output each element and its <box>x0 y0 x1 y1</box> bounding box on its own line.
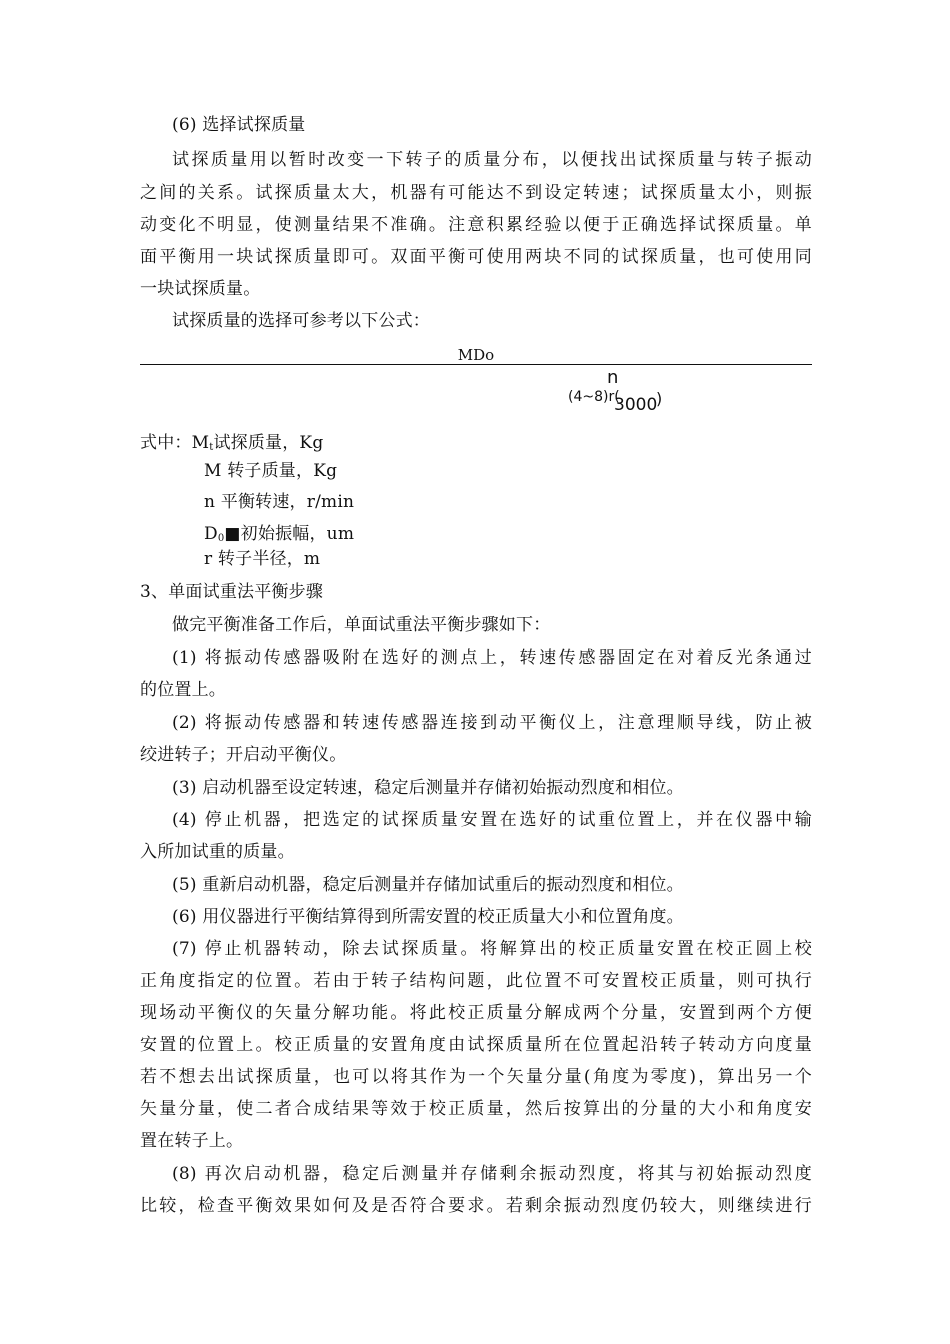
step-7-line: (7) 停止机器转动，除去试探质量。将解算出的校正质量安置在校正圆上校 <box>172 939 812 959</box>
formula-denominator <box>140 368 812 416</box>
step-2-line: 绞进转子；开启动平衡仪。 <box>140 745 347 765</box>
step-4-line: (4) 停止机器，把选定的试探质量安置在选好的试重位置上，并在仪器中输 <box>172 810 812 830</box>
definition-m: M 转子质量，Kg <box>204 461 338 481</box>
step-8-line: 比较，检查平衡效果如何及是否符合要求。若剩余振动烈度仍较大，则继续进行 <box>140 1196 812 1216</box>
paragraph-line: 动变化不明显，使测量结果不准确。注意积累经验以便于正确选择试探质量。单 <box>140 215 812 235</box>
step-7-line: 安置的位置上。校正质量的安置角度由试探质量所在位置起沿转子转动方向度量 <box>140 1035 812 1055</box>
formula-fraction-bar <box>140 364 812 365</box>
step-6: (6) 用仪器进行平衡结算得到所需安置的校正质量大小和位置角度。 <box>172 907 684 927</box>
formula-den-n: n <box>607 367 619 388</box>
step-7-line: 若不想去出试探质量，也可以将其作为一个矢量分量(角度为零度)，算出另一个 <box>140 1067 812 1087</box>
step-7-line: 现场动平衡仪的矢量分解功能。将此校正质量分解成两个分量，安置到两个方便 <box>140 1003 812 1023</box>
paragraph-line: 面平衡用一块试探质量即可。双面平衡可使用两块不同的试探质量，也可使用同 <box>140 247 812 267</box>
step-4-line: 入所加试重的质量。 <box>140 842 295 862</box>
step-1-line: 的位置上。 <box>140 680 226 700</box>
subheading-select-trial-mass: (6) 选择试探质量 <box>172 115 306 135</box>
definition-n: n 平衡转速，r/min <box>204 492 355 512</box>
step-8-line: (8) 再次启动机器，稳定后测量并存储剩余振动烈度，将其与初始振动烈度 <box>172 1164 812 1184</box>
step-2-line: (2) 将振动传感器和转速传感器连接到动平衡仪上，注意理顺导线，防止被 <box>172 713 812 733</box>
definition-r: r 转子半径，m <box>204 549 321 569</box>
step-7-line: 置在转子上。 <box>140 1131 244 1151</box>
section-intro: 做完平衡准备工作后，单面试重法平衡步骤如下： <box>172 615 551 635</box>
formula-den-main: (4~8)r( <box>568 389 620 405</box>
section-heading-3: 3、单面试重法平衡步骤 <box>140 582 324 602</box>
step-5: (5) 重新启动机器，稳定后测量并存储加试重后的振动烈度和相位。 <box>172 875 684 895</box>
step-7-line: 矢量分量，使二者合成结果等效于校正质量，然后按算出的分量的大小和角度安 <box>140 1099 812 1119</box>
formula-den-sub: 3000 <box>614 395 658 415</box>
formula-den-close: ) <box>656 389 663 408</box>
definition-mt: 式中：$M_t$试探质量，Kg <box>140 433 324 453</box>
paragraph-line: 试探质量用以暂时改变一下转子的质量分布，以便找出试探质量与转子振动 <box>172 150 812 170</box>
formula-intro: 试探质量的选择可参考以下公式： <box>172 311 430 331</box>
step-3: (3) 启动机器至设定转速，稳定后测量并存储初始振动烈度和相位。 <box>172 778 684 798</box>
step-1-line: (1) 将振动传感器吸附在选好的测点上，转速传感器固定在对着反光条通过 <box>172 648 812 668</box>
paragraph-line: 之间的关系。试探质量太大，机器有可能达不到设定转速；试探质量太小，则振 <box>140 183 812 203</box>
step-7-line: 正角度指定的位置。若由于转子结构问题，此位置不可安置校正质量，则可执行 <box>140 971 812 991</box>
paragraph-line: 一块试探质量。 <box>140 279 261 299</box>
formula-numerator: MDo <box>457 346 495 364</box>
definition-d0: $D_0■$初始振幅，um <box>204 524 355 544</box>
